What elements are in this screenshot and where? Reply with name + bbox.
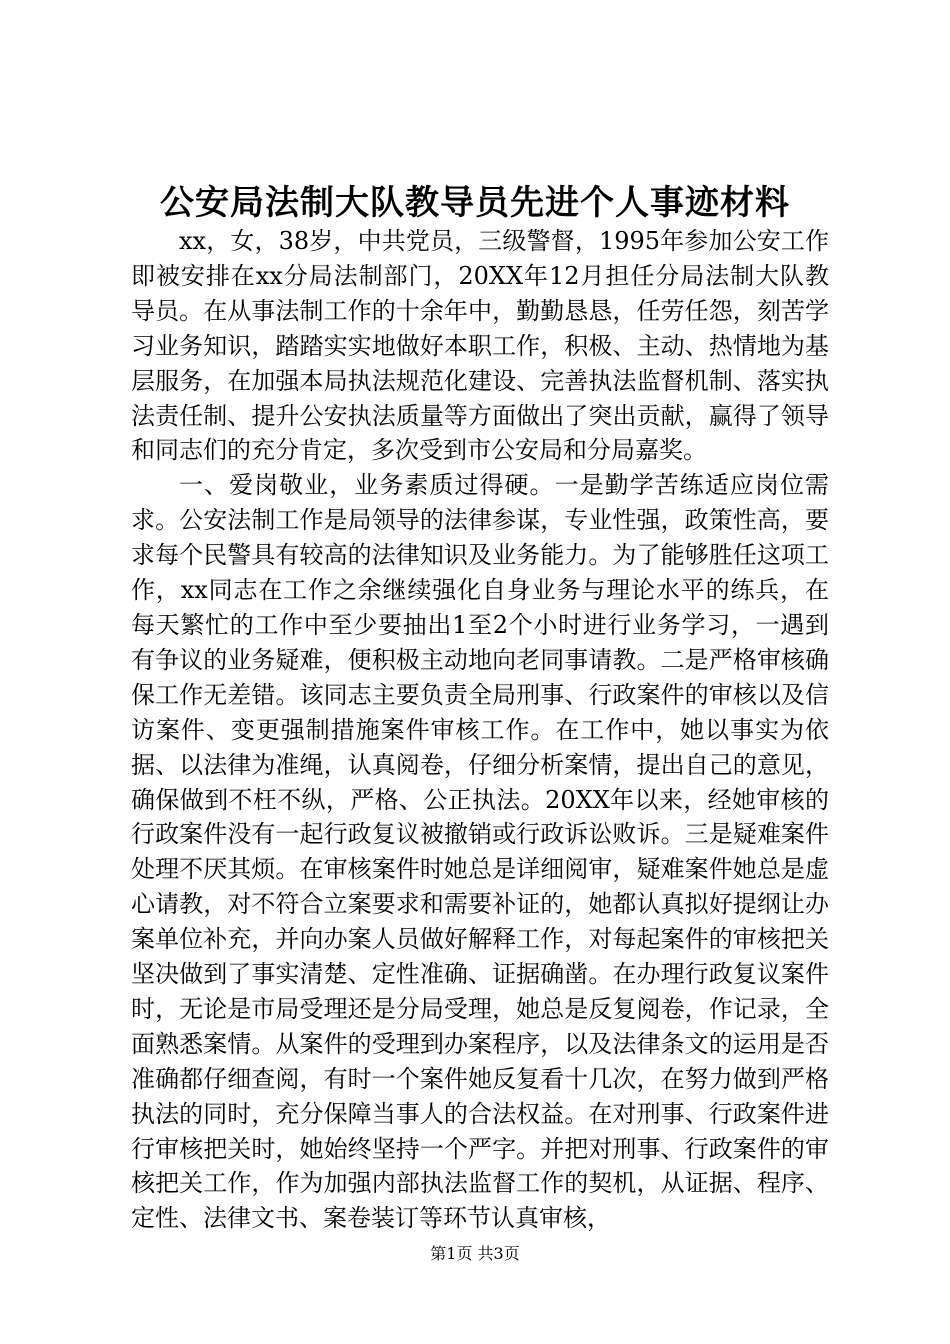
paragraph-section-one: 一、爱岗敬业，业务素质过得硬。一是勤学苦练适应岗位需求。公安法制工作是局领导的法律参谋，专业性强，政策性高，要求每个民警具有较高的法律知识及业务能力。为了能够胜任这项工作，xx同志在工作之余继续强化自身业务与理论水平的练兵，在每天繁忙的工作中至少要抽出1至2个小时进行业务学习，一遇到有争议的业务疑难，便积极主动地向老同事请教。二是严格审核确保工作无差错。该同志主要负责全局刑事、行政案件的审核以及信访案件、变更强制措施案件审核工作。在工作中，她以事实为依据、以法律为准绳，认真阅卷，仔细分析案情，提出自己的意见，确保做到不枉不纵，严格、公正执法。20XX年以来，经她审核的行政案件没有一起行政复议被撤销或行政诉讼败诉。三是疑难案件处理不厌其烦。在审核案件时她总是详细阅审，疑难案件她总是虚心请教，对不符合立案要求和需要补证的，她都认真拟好提纲让办案单位补充，并向办案人员做好解释工作，对每起案件的审核把关坚决做到了事实清楚、定性准确、证据确凿。在办理行政复议案件时，无论是市局受理还是分局受理，她总是反复阅卷，作记录，全面熟悉案情。从案件的受理到办案程序，以及法律条文的运用是否准确都仔细查阅，有时一个案件她反复看十几次，在努力做到严格执法的同时，充分保障当事人的合法权益。在对刑事、行政案件进行审核把关时，她始终坚持一个严字。并把对刑事、行政案件的审核把关工作，作为加强内部执法监督工作的契机，从证据、程序、定性、法律文书、案卷装订等环节认真审核， [131,471,829,1233]
page-number-footer: 第1页 共3页 [430,1244,520,1263]
paragraph-intro: xx，女，38岁，中共党员，三级警督，1995年参加公安工作即被安排在xx分局法制部门，20XX年12月担任分局法制大队教导员。在从事法制工作的十余年中，勤勤恳恳，任劳任怨，刻苦学习业务知识，踏踏实实地做好本职工作，积极、主动、热情地为基层服务，在加强本局执法规范化建设、完善执法监督机制、落实执法责任制、提升公安执法质量等方面做出了突出贡献，赢得了领导和同志们的充分肯定，多次受到市公安局和分局嘉奖。 [131,227,829,465]
document-title: 公安局法制大队教导员先进个人事迹材料 [160,183,790,223]
document-body [131,224,829,1236]
